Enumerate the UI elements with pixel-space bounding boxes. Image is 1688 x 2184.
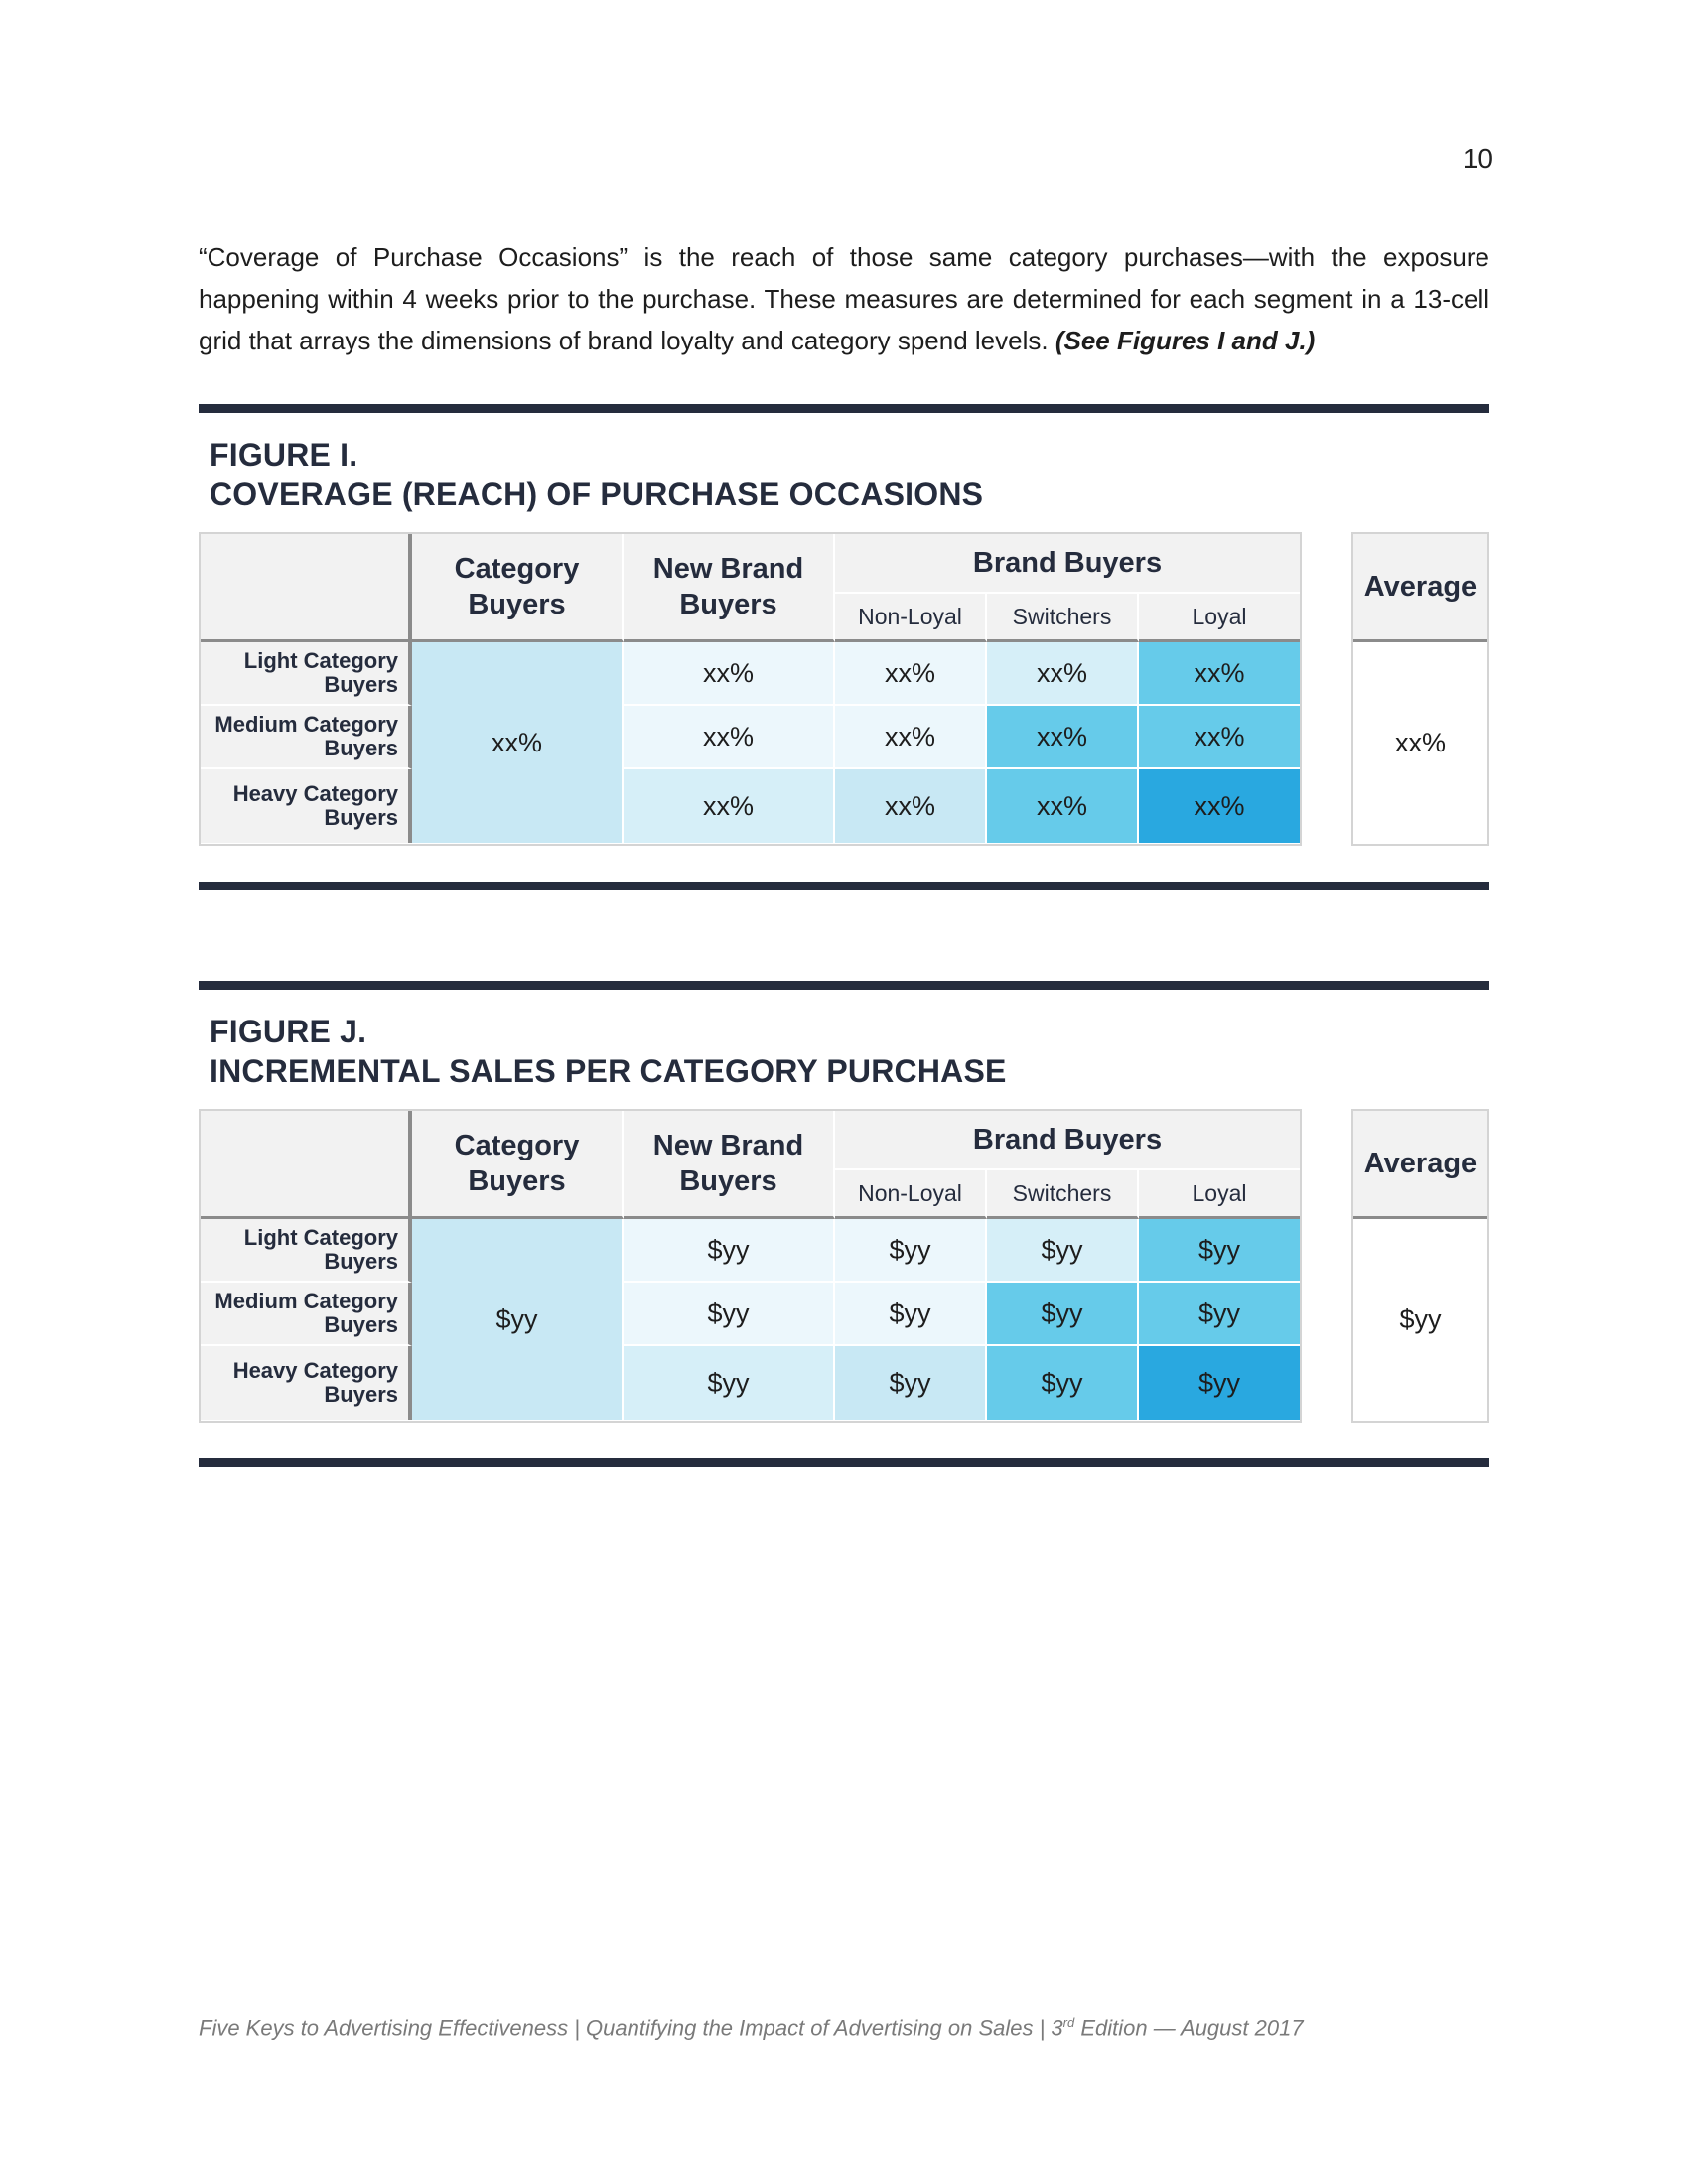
grid-cell: $yy: [1139, 1346, 1300, 1420]
header-average: Average: [1353, 534, 1487, 642]
subheader-non-loyal: Non-Loyal: [835, 1170, 987, 1219]
average-column: [1351, 532, 1489, 846]
grid-cell: xx%: [1139, 642, 1300, 706]
subheader-loyal: Loyal: [1139, 1170, 1300, 1219]
grid-cell: $yy: [1139, 1283, 1300, 1346]
figure-title: [210, 435, 1489, 514]
header-category-buyers: Category Buyers: [412, 1111, 624, 1219]
category-buyers-value: xx%: [412, 642, 624, 843]
grid-cell: xx%: [624, 769, 835, 843]
grid-cell: $yy: [987, 1283, 1139, 1346]
row-label-medium: Medium Category Buyers: [201, 1283, 412, 1346]
grid-cell: $yy: [987, 1346, 1139, 1420]
coverage-grid: [199, 532, 1302, 846]
header-brand-buyers: Brand Buyers: [835, 1111, 1300, 1170]
category-buyers-value: $yy: [412, 1219, 624, 1420]
figure-top-rule: [199, 404, 1489, 413]
figure-i: [199, 404, 1489, 890]
grid-cell: $yy: [835, 1283, 987, 1346]
figure-title: [210, 1012, 1489, 1091]
footer: [199, 2015, 1304, 2041]
grid-cell: $yy: [835, 1346, 987, 1420]
intro-paragraph: [199, 236, 1489, 361]
page-number: 10: [1462, 143, 1493, 174]
header-category-buyers: Category Buyers: [412, 534, 624, 642]
grid-cell: xx%: [987, 706, 1139, 769]
intro-text: “Coverage of Purchase Occasions” is the reach of those same category purchases—with the exposure happening within 4 weeks prior to the purchase. These measures are determined for each segment in a 13-cell grid that arrays the dimensions of brand loyalty and category spend levels.: [199, 242, 1489, 355]
average-value: xx%: [1353, 642, 1487, 844]
header-average: Average: [1353, 1111, 1487, 1219]
subheader-non-loyal: Non-Loyal: [835, 594, 987, 642]
grid-cell: $yy: [624, 1346, 835, 1420]
grid-cell: xx%: [987, 642, 1139, 706]
row-label-medium: Medium Category Buyers: [201, 706, 412, 769]
grid-cell: xx%: [1139, 769, 1300, 843]
row-label-heavy: Heavy Category Buyers: [201, 769, 412, 843]
grid-cell: $yy: [624, 1283, 835, 1346]
coverage-grid-wrap: [199, 532, 1489, 848]
grid-cell: xx%: [1139, 706, 1300, 769]
average-column: [1351, 1109, 1489, 1423]
footer-superscript: rd: [1062, 2015, 1075, 2030]
grid-cell: $yy: [987, 1219, 1139, 1283]
header-new-brand-buyers: New Brand Buyers: [624, 1111, 835, 1219]
row-label-heavy: Heavy Category Buyers: [201, 1346, 412, 1420]
grid-cell: $yy: [835, 1219, 987, 1283]
figure-j: [199, 981, 1489, 1467]
grid-cell: xx%: [624, 642, 835, 706]
row-label-light: Light Category Buyers: [201, 1219, 412, 1283]
figure-top-rule: [199, 981, 1489, 990]
subheader-switchers: Switchers: [987, 1170, 1139, 1219]
footer-edition: Edition — August 2017: [1074, 2015, 1304, 2041]
figure-bottom-rule: [199, 882, 1489, 890]
figure-label: FIGURE J.: [210, 1014, 367, 1049]
figure-heading: COVERAGE (REACH) OF PURCHASE OCCASIONS: [210, 477, 984, 512]
figure-reference: (See Figures I and J.): [1055, 326, 1316, 355]
figure-heading: INCREMENTAL SALES PER CATEGORY PURCHASE: [210, 1053, 1007, 1089]
grid-cell: $yy: [624, 1219, 835, 1283]
figure-bottom-rule: [199, 1458, 1489, 1467]
subheader-loyal: Loyal: [1139, 594, 1300, 642]
grid-cell: xx%: [987, 769, 1139, 843]
header-corner: [201, 534, 412, 642]
subheader-switchers: Switchers: [987, 594, 1139, 642]
header-corner: [201, 1111, 412, 1219]
grid-cell: xx%: [835, 706, 987, 769]
footer-text: Five Keys to Advertising Effectiveness | Quantifying the Impact of Advertising on Sales | 3: [199, 2015, 1063, 2041]
average-value: $yy: [1353, 1219, 1487, 1421]
sales-grid-wrap: [199, 1109, 1489, 1425]
grid-cell: xx%: [835, 642, 987, 706]
grid-cell: xx%: [624, 706, 835, 769]
figure-label: FIGURE I.: [210, 437, 358, 473]
grid-cell: xx%: [835, 769, 987, 843]
sales-grid: [199, 1109, 1302, 1423]
header-new-brand-buyers: New Brand Buyers: [624, 534, 835, 642]
row-label-light: Light Category Buyers: [201, 642, 412, 706]
header-brand-buyers: Brand Buyers: [835, 534, 1300, 594]
grid-cell: $yy: [1139, 1219, 1300, 1283]
